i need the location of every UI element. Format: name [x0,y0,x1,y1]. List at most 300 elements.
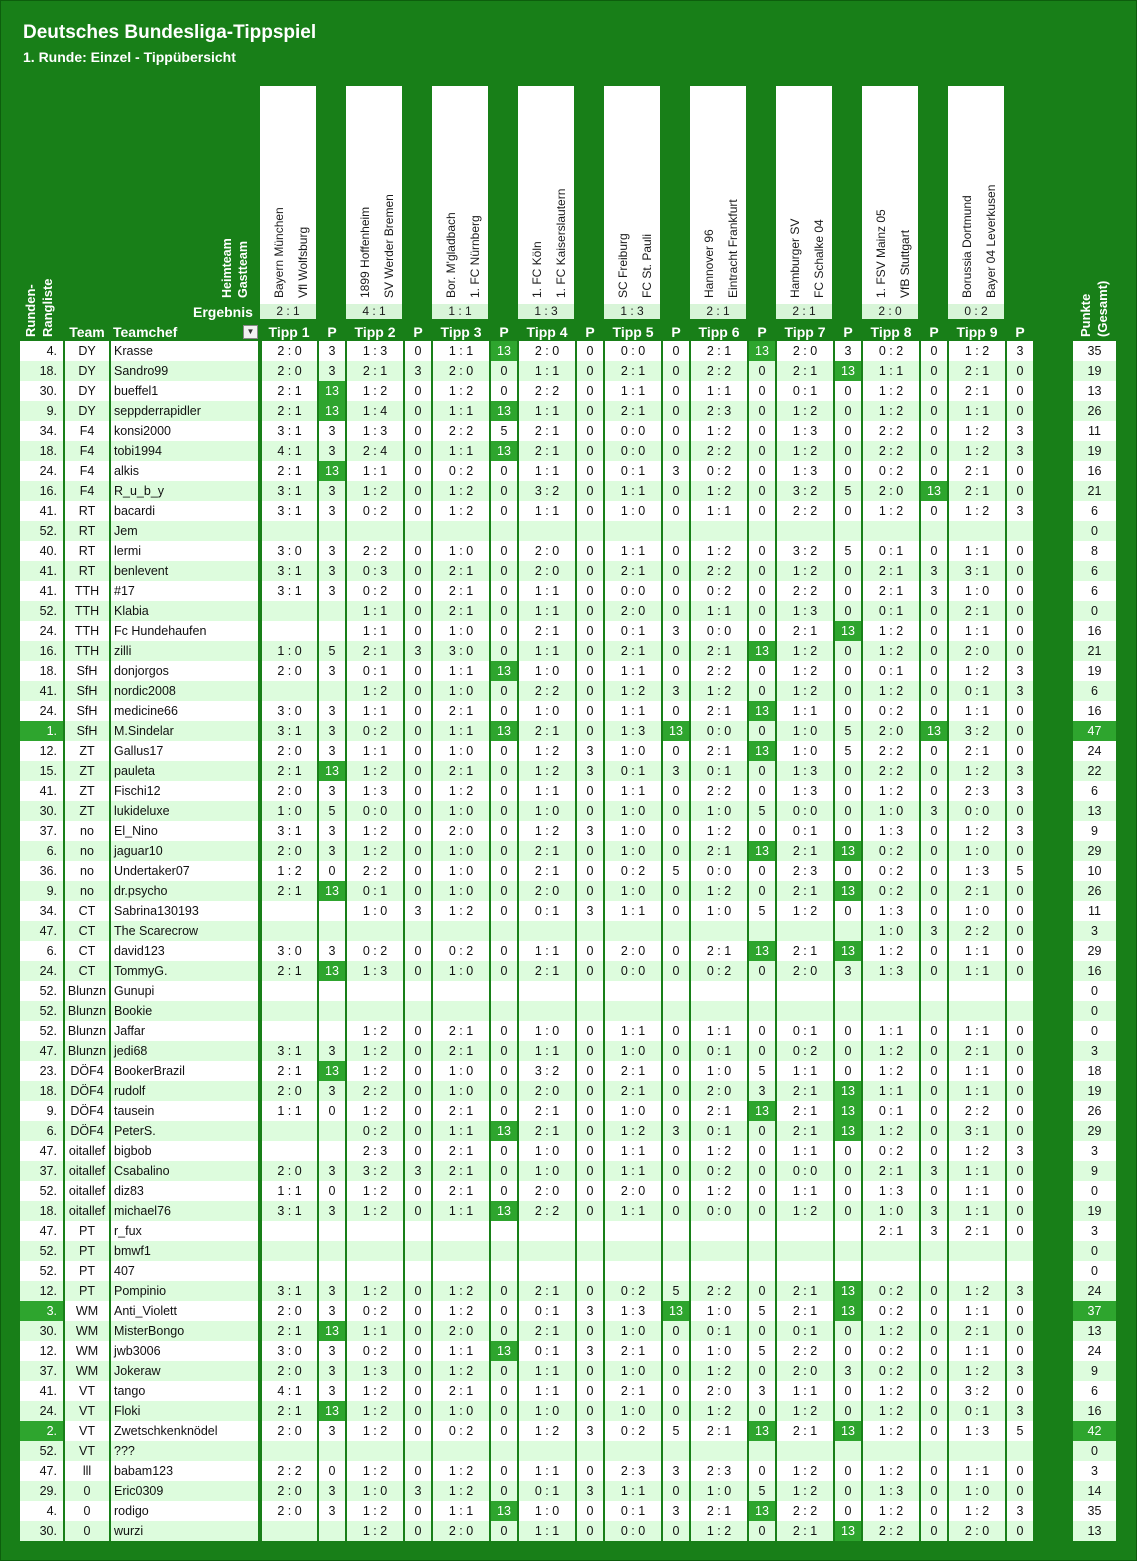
points-cell: 0 [920,821,948,841]
points-cell: 0 [576,641,604,661]
table-row [1073,1241,1117,1261]
teamchef-column-header: Teamchef [113,324,178,340]
tipp-cell: 2 : 0 [260,661,318,681]
tipp-cell: 2 : 0 [862,721,920,741]
team-cell: PT [64,1261,110,1281]
points-cell: 0 [662,581,690,601]
rangliste-label: Rangliste [40,278,55,337]
table-row [20,1401,1034,1421]
total-points-cell: 16 [1073,1401,1117,1421]
points-cell: 0 [490,1401,518,1421]
points-cell: 3 [834,961,862,981]
points-cell: 0 [576,581,604,601]
tipp-cell: 2 : 1 [432,1101,490,1121]
points-cell: 0 [404,421,432,441]
points-cell: 5 [834,741,862,761]
points-cell: 0 [576,961,604,981]
points-cell: 0 [404,621,432,641]
points-cell [404,1221,432,1241]
table-row [1073,1161,1117,1181]
points-cell: 5 [318,641,346,661]
tipp-cell: 1 : 2 [690,481,748,501]
table-row [1073,641,1117,661]
tipp-cell: 0 : 0 [604,1521,662,1541]
table-row [20,1161,1034,1181]
tipp-cell [518,1241,576,1261]
tipp-cell: 2 : 2 [518,381,576,401]
points-cell: 5 [834,481,862,501]
tipp-cell: 2 : 1 [690,701,748,721]
total-points-cell: 0 [1073,1261,1117,1281]
points-cell: 13 [318,461,346,481]
points-cell: 0 [920,761,948,781]
points-cell [834,921,862,941]
rank-cell: 16. [20,641,64,661]
tipp-cell: 0 : 2 [604,861,662,881]
tipp-cell: 2 : 0 [260,361,318,381]
teamchef-cell: zilli [110,641,260,661]
tipp-cell: 2 : 0 [518,341,576,361]
points-cell: 3 [318,1201,346,1221]
teamchef-cell: Sabrina130193 [110,901,260,921]
tipp-cell [346,1001,404,1021]
table-row [1073,1381,1117,1401]
tipp-cell [690,1261,748,1281]
tipp-cell: 1 : 0 [604,881,662,901]
points-cell [662,1001,690,1021]
points-cell: 13 [748,1501,776,1521]
tipp-cell: 1 : 2 [346,1041,404,1061]
tipp-cell: 1 : 2 [862,1041,920,1061]
tipp-cell: 1 : 2 [776,561,834,581]
points-cell [490,981,518,1001]
points-cell: 3 [404,641,432,661]
tipp-cell [948,1441,1006,1461]
tipp-cell: 2 : 1 [776,881,834,901]
tipp-cell [776,1441,834,1461]
tipp-cell [690,981,748,1001]
tipp-cell: 2 : 0 [260,741,318,761]
total-points-cell: 29 [1073,841,1117,861]
tipp-cell: 1 : 0 [260,801,318,821]
tipp-cell: 1 : 1 [432,661,490,681]
teamchef-cell: rudolf [110,1081,260,1101]
points-cell: 3 [318,1081,346,1101]
tipp-cell: 1 : 2 [346,841,404,861]
tipp-cell: 1 : 1 [518,581,576,601]
tipp-cell: 1 : 3 [604,721,662,741]
tipp-cell: 2 : 1 [518,1101,576,1121]
points-cell [1006,1001,1034,1021]
points-cell: 3 [1006,1361,1034,1381]
match-result: 2 : 0 [862,304,918,319]
points-cell: 0 [490,541,518,561]
points-cell: 13 [834,1421,862,1441]
table-row [20,1101,1034,1121]
points-cell: 0 [576,421,604,441]
tipp-cell: 0 : 1 [862,661,920,681]
rank-cell: 52. [20,1261,64,1281]
points-cell: 0 [662,821,690,841]
points-cell: 0 [662,741,690,761]
home-team-name: Hannover 96 [702,229,716,298]
table-row [1073,761,1117,781]
teamchef-cell: Pompinio [110,1281,260,1301]
dropdown-filter-icon[interactable]: ▼ [243,325,258,339]
points-cell: 3 [318,741,346,761]
points-cell [576,921,604,941]
total-points-cell: 3 [1073,921,1117,941]
points-cell: 0 [920,961,948,981]
tipp-cell: 1 : 2 [432,501,490,521]
runden-label: Runden- [23,284,38,337]
table-row [1073,621,1117,641]
points-cell: 0 [748,881,776,901]
table-row [1073,441,1117,461]
tipp-cell: 1 : 2 [776,1481,834,1501]
points-cell: 0 [576,681,604,701]
points-cell: 0 [576,661,604,681]
ergebnis-label: Ergebnis [193,304,253,320]
points-cell: 0 [834,421,862,441]
tipp-cell: 3 : 1 [948,1121,1006,1141]
points-cell: 5 [748,1481,776,1501]
rank-cell: 1. [20,721,64,741]
points-cell: 0 [576,481,604,501]
tipp-cell: 1 : 2 [346,1381,404,1401]
points-cell: 13 [490,341,518,361]
points-cell [662,1441,690,1461]
tipp-cell: 2 : 0 [518,1081,576,1101]
points-cell: 0 [490,481,518,501]
total-points-cell: 6 [1073,781,1117,801]
tipp-cell: 1 : 3 [346,961,404,981]
points-column-header: P [929,324,939,340]
tipp-cell: 2 : 0 [604,1181,662,1201]
table-row [20,401,1034,421]
tipp-cell: 1 : 2 [776,681,834,701]
rank-cell: 9. [20,881,64,901]
table-row [1073,901,1117,921]
points-cell: 0 [1006,1481,1034,1501]
tipp-cell [948,1261,1006,1281]
table-row [20,481,1034,501]
points-cell: 0 [490,901,518,921]
points-cell: 0 [576,1381,604,1401]
match-result: 2 : 1 [690,304,746,319]
table-row [1073,561,1117,581]
rank-cell: 52. [20,1241,64,1261]
table-row [20,1501,1034,1521]
teamchef-cell: #17 [110,581,260,601]
points-cell: 0 [404,601,432,621]
rank-cell: 6. [20,1121,64,1141]
tipp-cell: 2 : 1 [432,1161,490,1181]
points-cell: 0 [490,361,518,381]
total-points-cell: 19 [1073,1201,1117,1221]
tipp-cell: 0 : 0 [690,621,748,641]
rank-cell: 15. [20,761,64,781]
points-cell: 0 [404,961,432,981]
points-cell: 3 [662,681,690,701]
total-points-cell: 29 [1073,941,1117,961]
teamchef-cell: Anti_Violett [110,1301,260,1321]
points-cell: 0 [490,581,518,601]
tipp-cell: 1 : 0 [604,821,662,841]
team-cell: SfH [64,681,110,701]
tipp-cell: 1 : 1 [518,601,576,621]
points-cell [490,921,518,941]
points-cell: 3 [1006,681,1034,701]
total-points-cell: 13 [1073,1521,1117,1541]
points-cell: 0 [920,1301,948,1321]
tipp-cell: 1 : 3 [948,1421,1006,1441]
team-cell: DÖF4 [64,1061,110,1081]
tipp-cell: 1 : 2 [690,421,748,441]
tipp-cell: 2 : 1 [432,1181,490,1201]
points-cell: 0 [1006,601,1034,621]
total-points-cell: 35 [1073,341,1117,361]
points-cell: 5 [748,801,776,821]
tipp-cell: 1 : 1 [948,621,1006,641]
points-cell: 0 [576,941,604,961]
points-cell: 0 [1006,1521,1034,1541]
table-row [1073,1341,1117,1361]
tipp-cell: 0 : 1 [518,901,576,921]
tipp-cell: 1 : 2 [518,761,576,781]
tipp-cell: 1 : 0 [260,641,318,661]
points-cell: 0 [834,1201,862,1221]
tipp-cell: 0 : 2 [346,501,404,521]
points-cell: 0 [404,761,432,781]
home-team-name: Hamburger SV [788,218,802,298]
table-row [1073,841,1117,861]
points-cell: 3 [318,501,346,521]
rank-cell: 52. [20,1181,64,1201]
tipp-cell: 1 : 0 [776,741,834,761]
tipp-cell: 2 : 1 [862,581,920,601]
tipp-cell [432,1441,490,1461]
points-cell: 13 [748,1101,776,1121]
tipp-cell: 2 : 2 [776,1341,834,1361]
points-column-header: P [757,324,767,340]
tipp-cell: 1 : 0 [604,501,662,521]
points-cell [920,1001,948,1021]
tipp-cell [346,1261,404,1281]
points-cell: 13 [318,961,346,981]
total-points-cell: 0 [1073,521,1117,541]
tipp-cell: 2 : 1 [432,701,490,721]
tipp-cell: 1 : 2 [518,821,576,841]
points-cell: 0 [1006,1021,1034,1041]
tipp-cell: 1 : 0 [604,1101,662,1121]
points-cell: 0 [1006,841,1034,861]
points-cell: 0 [490,941,518,961]
team-cell: TTH [64,621,110,641]
tipp-cell: 3 : 1 [260,821,318,841]
team-cell: RT [64,541,110,561]
points-cell: 0 [490,1461,518,1481]
points-cell: 13 [490,1121,518,1141]
points-cell: 0 [404,541,432,561]
points-cell: 0 [490,461,518,481]
tipp-cell: 0 : 1 [346,881,404,901]
tipp-cell: 1 : 2 [432,901,490,921]
tipp-cell: 2 : 1 [948,481,1006,501]
tipp-cell: 0 : 1 [518,1301,576,1321]
table-row [20,1081,1034,1101]
points-cell: 0 [920,1281,948,1301]
team-cell: TTH [64,601,110,621]
points-cell: 0 [834,1461,862,1481]
match-result: 1 : 1 [432,304,488,319]
total-points-cell: 26 [1073,1101,1117,1121]
tipp-cell: 1 : 0 [432,1401,490,1421]
points-cell: 3 [318,721,346,741]
total-points-cell: 21 [1073,481,1117,501]
points-cell [318,1021,346,1041]
table-row [1073,1101,1117,1121]
tipp-cell: 1 : 0 [948,841,1006,861]
points-cell [318,981,346,1001]
tipp-cell: 1 : 2 [346,1421,404,1441]
tipp-cell: 0 : 0 [776,1161,834,1181]
tipp-cell [346,521,404,541]
tipp-cell: 1 : 2 [346,481,404,501]
points-cell: 0 [490,881,518,901]
tipp-cell: 1 : 0 [776,721,834,741]
points-cell: 0 [576,1041,604,1061]
table-row [1073,1261,1117,1281]
points-cell: 0 [404,801,432,821]
tipp-cell: 2 : 0 [518,881,576,901]
tipp-cell: 2 : 1 [948,741,1006,761]
points-cell: 3 [318,661,346,681]
tipp-cell: 2 : 1 [260,1321,318,1341]
tipp-cell: 1 : 0 [432,741,490,761]
points-cell: 0 [834,801,862,821]
team-cell: F4 [64,421,110,441]
tipp-cell: 1 : 1 [948,1301,1006,1321]
points-cell: 0 [834,1401,862,1421]
total-points-cell: 3 [1073,1041,1117,1061]
points-cell: 0 [834,1181,862,1201]
rank-cell: 9. [20,401,64,421]
tipp-cell: 0 : 0 [690,1201,748,1221]
points-cell: 0 [834,861,862,881]
table-row [20,981,1034,1001]
rank-cell: 47. [20,1141,64,1161]
tipp-cell: 2 : 3 [776,861,834,881]
points-cell: 0 [748,1141,776,1161]
points-cell: 13 [490,1341,518,1361]
points-cell: 0 [404,401,432,421]
tipp-cell: 1 : 2 [604,681,662,701]
points-cell: 13 [318,881,346,901]
teamchef-cell: MisterBongo [110,1321,260,1341]
tipp-cell [604,921,662,941]
heimteam-label: Heimteam [220,238,234,298]
tipp-cell: 3 : 1 [260,581,318,601]
tipp-cell: 1 : 0 [862,801,920,821]
points-cell: 3 [920,921,948,941]
tipp-cell [776,1261,834,1281]
points-cell: 3 [1006,501,1034,521]
points-cell [662,521,690,541]
total-points-cell: 47 [1073,721,1117,741]
points-cell: 0 [576,501,604,521]
team-cell: F4 [64,481,110,501]
points-cell: 0 [662,1361,690,1381]
points-cell [318,681,346,701]
teamchef-cell: diz83 [110,1181,260,1201]
teamchef-cell: rodigo [110,1501,260,1521]
tipp-cell: 1 : 3 [346,1361,404,1381]
table-row [1073,1421,1117,1441]
rank-cell: 52. [20,1021,64,1041]
tipp-cell: 0 : 2 [604,1421,662,1441]
points-cell: 3 [404,361,432,381]
tipp-cell: 2 : 2 [690,781,748,801]
tipp-cell: 1 : 0 [432,841,490,861]
tipp-cell: 1 : 2 [518,1421,576,1441]
points-cell [490,1441,518,1461]
tipp-cell: 0 : 2 [432,941,490,961]
tipp-cell [862,521,920,541]
table-row [1073,1321,1117,1341]
team-cell: SfH [64,701,110,721]
points-cell: 0 [576,881,604,901]
tipp-cell: 0 : 2 [776,1041,834,1061]
points-cell: 0 [404,1341,432,1361]
tipp-cell: 1 : 2 [346,1061,404,1081]
points-cell: 0 [490,1321,518,1341]
tipp-cell: 2 : 1 [862,1161,920,1181]
tipp-cell: 1 : 3 [862,901,920,921]
tipp-cell [604,1241,662,1261]
points-cell: 3 [318,341,346,361]
tipp-cell: 1 : 2 [432,481,490,501]
table-row [1073,981,1117,1001]
tipp-cell: 1 : 2 [346,1181,404,1201]
points-cell: 0 [748,501,776,521]
tipp-cell: 1 : 1 [862,1021,920,1041]
points-cell: 3 [404,1161,432,1181]
tipp-cell: 2 : 0 [260,841,318,861]
tipp-cell [776,521,834,541]
tipp-cell: 3 : 0 [432,641,490,661]
points-cell: 0 [1006,1041,1034,1061]
team-cell: ZT [64,741,110,761]
total-points-cell: 24 [1073,1341,1117,1361]
points-cell [834,1441,862,1461]
tipp-cell: 2 : 0 [518,541,576,561]
teamchef-cell: Sandro99 [110,361,260,381]
points-cell: 0 [576,1521,604,1541]
points-cell: 0 [748,1041,776,1061]
points-cell: 3 [576,741,604,761]
points-cell: 0 [1006,1161,1034,1181]
points-cell: 0 [576,1201,604,1221]
rank-cell: 12. [20,741,64,761]
total-points-cell: 9 [1073,821,1117,841]
points-cell: 3 [1006,441,1034,461]
team-cell: VT [64,1421,110,1441]
tipp-cell: 2 : 0 [432,821,490,841]
tipp-cell: 2 : 0 [432,1521,490,1541]
tipp-cell [260,1261,318,1281]
tipp-column-header: Tipp 2 [354,324,396,340]
